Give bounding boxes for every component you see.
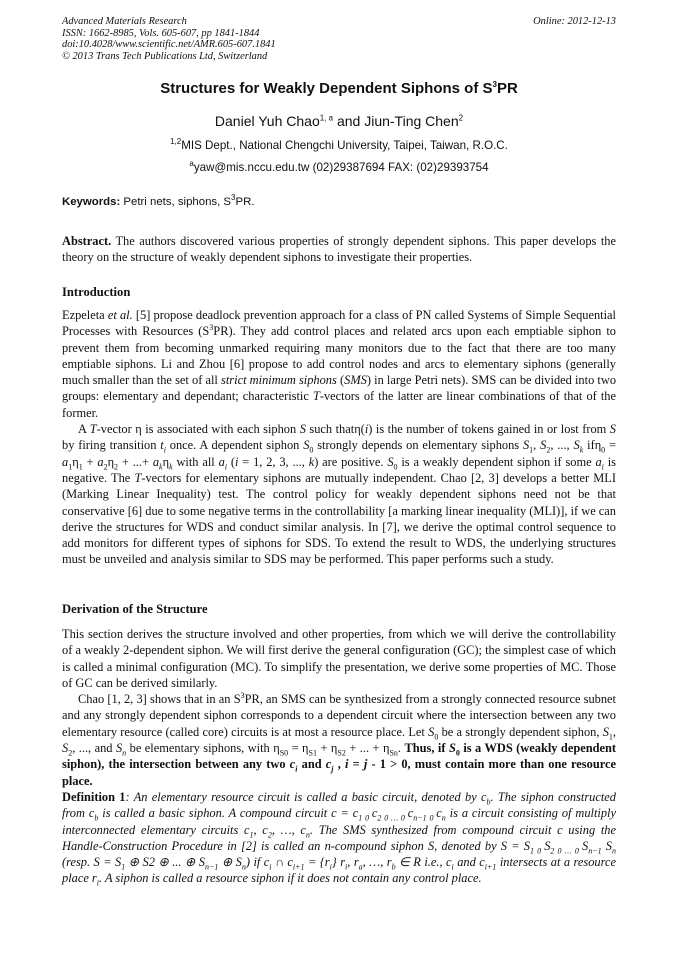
abstract: Abstract. The authors discovered various properties of strongly dependent siphons. This paper develops the theory on the structure of weakly dependent siphons to investigate their properties. bbox=[62, 234, 616, 265]
intro-paragraph-2: A T-vector η is associated with each siphon S such thatη(i) is the number of tokens gained in or lost from S by firing transition $t_i$ once. A dependent siphon $S_0$ strongly depends on elementary siphons $S_1$, $S_2$, ..., $S_k$ $if\eta_0 = a_1\eta_1 + a_2\eta_2$ + ...+ $a_k\eta_k$ with all $a_i$ (i = 1, 2, 3, ..., k) are positive. $S_0$ is a weakly dependent siphon if some $a_i$ is negative. The T-vectors for elementary siphons are mutually independent. Chao [2, 3] develops a better MLI (Marking Linear Inequality) test. The control policy for weakly dependent siphons need not be that conservative [6] due to some negative terms in the controllability [a marking linear inequality (MLI)], if we can derive the structures for WDS and conduct similar analysis. In [7], we derive the optimal control sequence to add monitors for different types of siphons for SDS. To extend the result to WDS, the underlying structures must be unveiled and analysis similar to SDS may be performed. This paper performs such a study. bbox=[62, 422, 617, 567]
journal-header bbox=[62, 16, 616, 62]
contact-email: $^a$yaw@mis.nccu.edu.tw (02)29387694 FAX: (02)29393754 bbox=[189, 159, 489, 174]
keywords: Keywords: Petri nets, siphons, $S^3PR$. bbox=[62, 193, 255, 208]
section-heading-derivation: Derivation of the Structure bbox=[62, 602, 208, 616]
intro-paragraph-1: Ezpeleta et al. [5] propose deadlock prevention approach for a class of PN called Systems of Simple Sequential Processes with Resources $(S^3PR)$. They add control places and related arcs upon each emptiable siphon to prevent them from becoming unmarked requiring many monitors due to the fact that there are too many emptiable siphons. Li and Zhou [6] propose to add control nodes and arcs to elementary siphons (generally much smaller than the set of all strict minimum siphons (SMS) in large Petri nets). SMS can be divided into two groups: elementary and dependant; characteristic T-vectors of the latter are linear combinations of that of the former. bbox=[62, 308, 617, 420]
journal-name: Advanced Materials Research bbox=[62, 16, 187, 27]
definition-1: Definition 1: An elementary resource circuit is called a basic circuit, denoted by $c_b$. The siphon constructed from $c_b$ is called a basic siphon. A compound circuit $c = c_1$ $_0$ $c_2$ $_{0 \dots 0}$ $c_{n-1}$ $_0$ $c_n$ is a circuit consisting of multiply interconnected elementary circuits $c_1$, $c_2$, …, $c_n$. The SMS synthesized from compound circuit c using the Handle-Construction Procedure in [2] is called an n-compound siphon S, denoted by $S = S_1$ $_0$ $S_2$ $_{0 \dots 0}$ $S_{n-1}$ $S_n$ (resp. $S = S_1$ ⊕ S2 ⊕ ... ⊕ $S_{n-1}$ ⊕ $S_n$) if $c_i$ ∩ $c_{i+1} = \{r_i\}$ $r_i$, $r_a$, …, $r_b$ ∈ R i.e., $c_i$ and $c_{i+1}$ intersects at a resource place $r_i$. A siphon is called a resource siphon if it does not contain any control place. bbox=[62, 789, 616, 888]
online-date: Online: 2012-12-13 bbox=[533, 16, 616, 27]
copyright-line: © 2013 Trans Tech Publications Ltd, Switzerland bbox=[62, 50, 268, 62]
deriv-paragraph-2: Chao [1, 2, 3] shows that in an $S^3PR$, an SMS can be synthesized from a strongly connected resource subnet and any strongly dependent siphon corresponds to a dependent circuit where the intersection between any two elementary resource (called core) circuits is at most a resource place. Let $S_0$ be a strongly dependent siphon, $S_1$, $S_2$, ..., and $S_n$ be elementary siphons, with $\eta_{S0} = \eta_{S1} + \eta_{S2}$ + ... + $\eta_{Sn}$. Thus, if $S_0$ is a WDS (weakly dependent siphon), the intersection between any two $c_i$ and $c_j$ , i = j - 1 > 0, must contain more than one resource place. bbox=[62, 691, 617, 788]
issn-line: ISSN: 1662-8985, Vols. 605-607, pp 1841-1844 bbox=[62, 27, 260, 39]
paper-title: Structures for Weakly Dependent Siphons of $S^3PR$ bbox=[160, 80, 518, 97]
author-line: Daniel Yuh Chao$^{1, a}$ and Jiun-Ting Chen$^2$ bbox=[214, 113, 464, 129]
affiliation: $^{1,2}$MIS Dept., National Chengchi University, Taipei, Taiwan, R.O.C. bbox=[170, 137, 508, 152]
derivation-body bbox=[62, 626, 616, 887]
section-heading-introduction: Introduction bbox=[62, 285, 131, 299]
introduction-body bbox=[62, 307, 616, 568]
deriv-paragraph-1: This section derives the structure involved and other properties, from which we will derive the controllability of a weakly 2-dependent siphon. We will first derive the general configuration (GC); the simplest case of which is called a minimal configuration (MC). To simplify the presentation, we derive some properties of MC. Those of GC can be derived similarly. bbox=[62, 627, 616, 690]
doi-line: doi:10.4028/www.scientific.net/AMR.605-607.1841 bbox=[62, 39, 276, 51]
